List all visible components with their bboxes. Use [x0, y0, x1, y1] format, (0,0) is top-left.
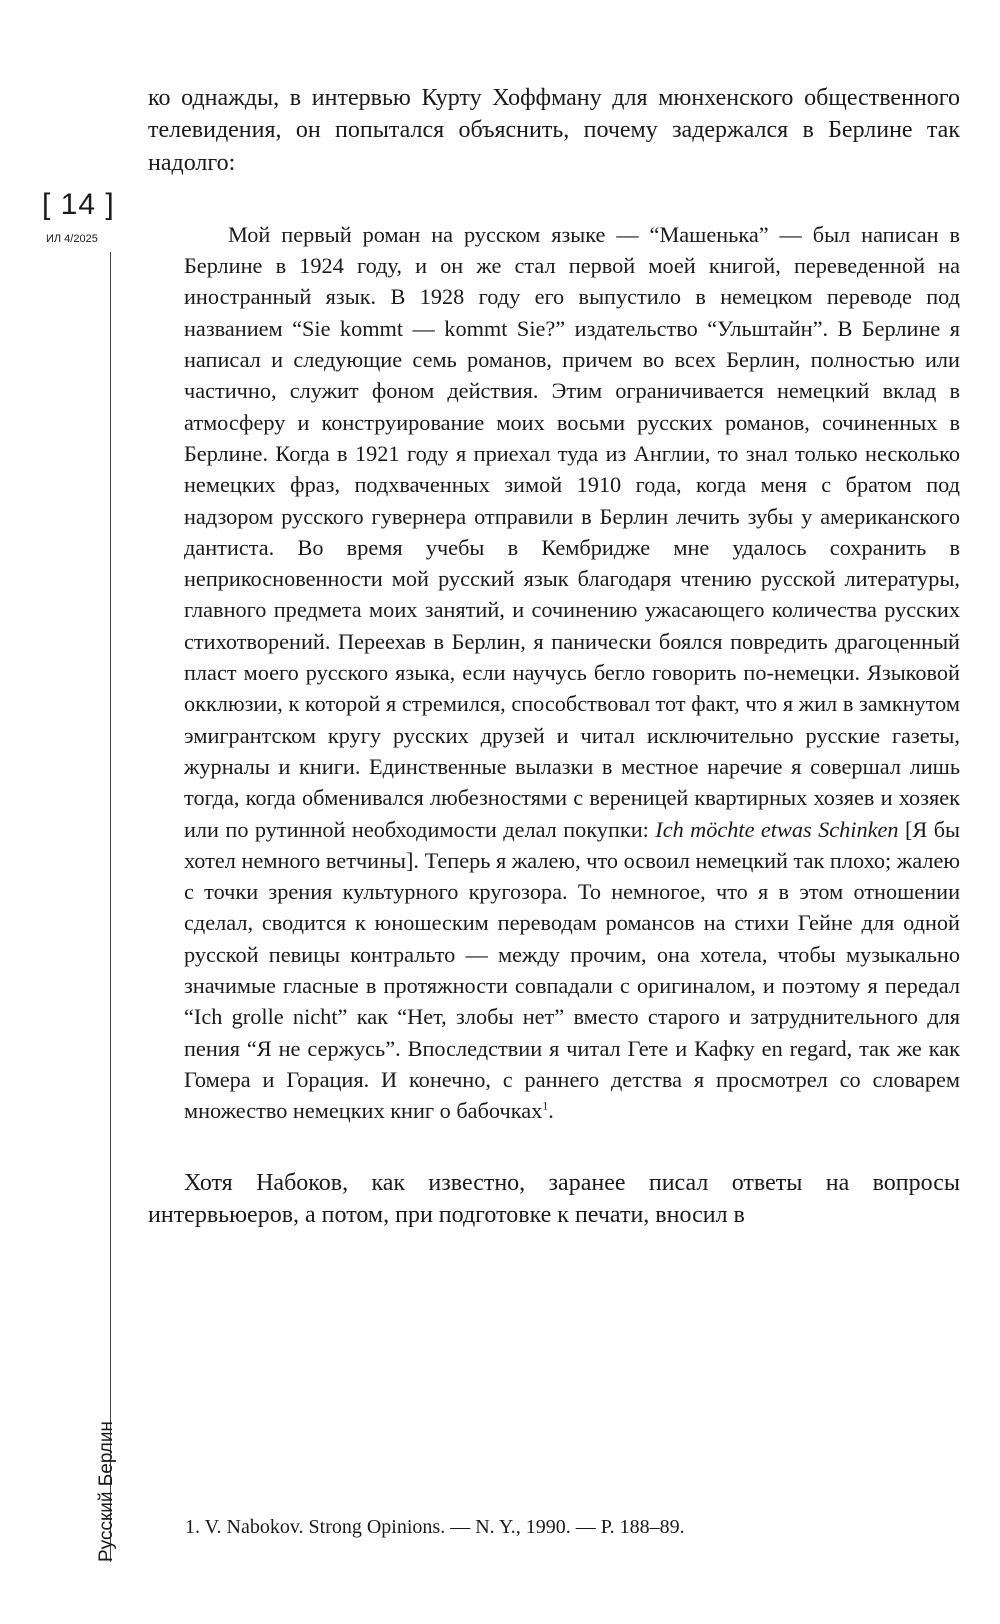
running-head: Русский Берлин: [96, 1421, 117, 1562]
page-number: [ 14 ]: [42, 188, 115, 221]
quote-end: .: [548, 1098, 554, 1124]
footnote: 1. V. Nabokov. Strong Opinions. — N. Y., 1990. — P. 188–89.: [185, 1516, 685, 1538]
block-quote: [184, 219, 960, 1127]
issue-label: ИЛ 4/2025: [46, 233, 98, 245]
quote-text-part2: [Я бы хотел немного ветчины]. Теперь я жалею, что освоил немецкий так плохо; жалею с точки зрения культурного кругозора. То немногое, что я в этом отношении сделал, сводится к юношеским переводам романсов на стихи Гейне для одной русской певицы контральто — между прочим, она хотела, чтобы музыкально значимые гласные в протяжности совпадали с оригиналом, и поэтому я передал “Ich grolle nicht” как “Нет, злобы нет” вместо старого и затруднительного для пения “Я не сержусь”. Впоследствии я читал Гете и Кафку en regard, так же как Гомера и Горация. И конечно, с раннего детства я просмотрел со словарем множество немецких книг о бабочках: [184, 816, 961, 1124]
following-paragraph: Хотя Набоков, как известно, заранее писал ответы на вопросы интервьюеров, а потом, при подготовке к печати, вносил в: [148, 1169, 960, 1228]
quote-text-part1: Мой первый роман на русском языке — “Машенька” — был написан в Берлине в 1924 году, и он же стал первой моей книгой, переведенной на иностранный язык. В 1928 году его выпустило в немецком переводе под названием “Sie kommt — kommt Sie?” издательство “Ульштайн”. В Берлине я написал и следующие семь романов, причем во всех Берлин, полностью или частично, служит фоном действия. Этим ограничивается немецкий вклад в атмосферу и конструирование моих восьми русских романов, сочиненных в Берлине. Когда в 1921 году я приехал туда из Англии, то знал только несколько немецких фраз, подхваченных зимой 1910 года, когда меня с братом под надзором русского гувернера отправили в Берлин лечить зубы у американского дантиста. Во время учебы в Кембридже мне удалось сохранить в неприкосновенности мой русский язык благодаря чтению русской литературы, главного предмета моих занятий, и сочинению ужасающего количества русских стихотворений. Переехав в Берлин, я панически боялся повредить драгоценный пласт моего русского языка, если научусь бегло говорить по-немецки. Языковой окклюзии, к которой я стремился, способствовал тот факт, что я жил в замкнутом эмигрантском кругу русских друзей и читал исключительно русские газеты, журналы и книги. Единственные вылазки в местное наречие я совершал лишь тогда, когда обменивался любезностями с вереницей квартирных хозяев и хозяек или по рутинной необходимости делал покупки:: [184, 221, 960, 842]
margin-rule: [110, 252, 111, 1562]
footnote-marker[interactable]: 1: [542, 1098, 549, 1113]
left-margin: [0, 0, 118, 1624]
quote-italic-phrase: Ich möchte etwas Schinken: [655, 816, 899, 842]
main-text: [148, 82, 960, 1231]
intro-paragraph: ко однажды, в интервью Курту Хоффману для мюнхенского общественного телевидения, он попытался объяснить, почему задержался в Берлине так надолго:: [148, 85, 960, 176]
